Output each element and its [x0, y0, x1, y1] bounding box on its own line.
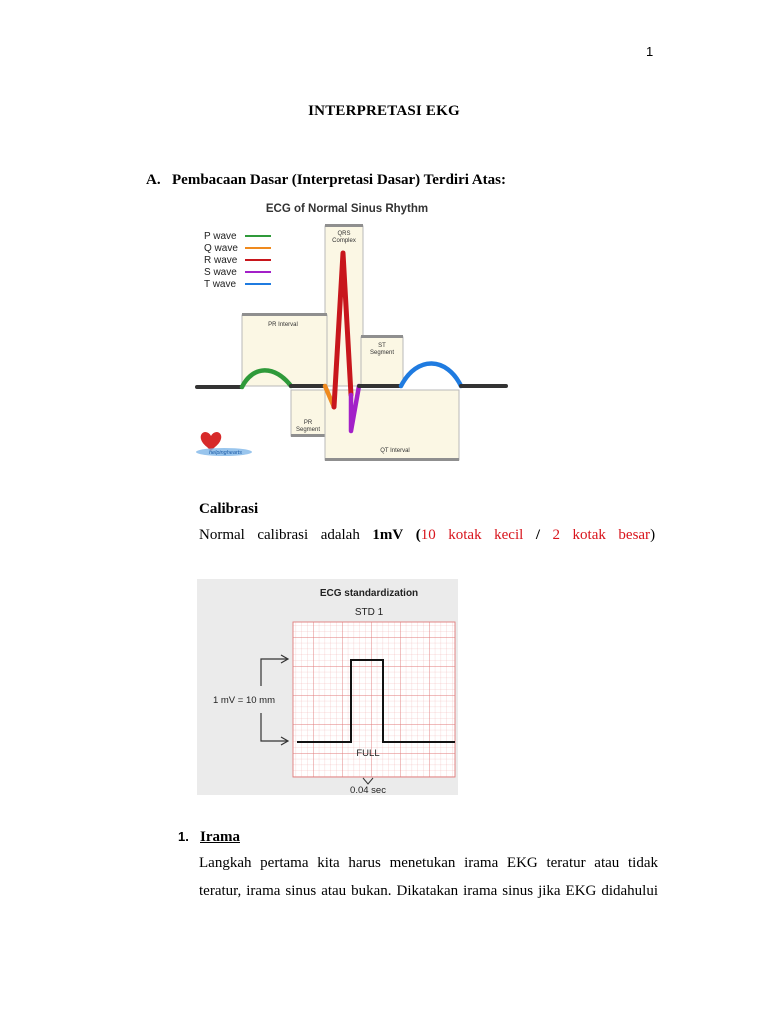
mv-mm-label: 1 mV = 10 mm — [212, 695, 276, 706]
calib-red-word: kotak — [572, 527, 606, 543]
ecg-figure-title: ECG of Normal Sinus Rhythm — [265, 203, 429, 215]
calib-red-word: besar — [618, 527, 651, 543]
pr-segment-line1: PR — [303, 420, 313, 426]
std-lead-label: STD 1 — [354, 607, 384, 618]
section-a-heading — [146, 172, 506, 189]
helpinghearts-logo — [196, 432, 252, 456]
ecg-legend — [204, 231, 271, 290]
paren-close: ) — [650, 527, 656, 543]
calib-red-word: kotak — [448, 527, 482, 543]
calib-paren-group — [416, 527, 436, 543]
legend-t-wave: T wave — [204, 279, 237, 290]
calib-value: 1mV — [372, 527, 404, 543]
calib-word: calibrasi — [257, 527, 309, 543]
qrs-label-line1: QRS — [337, 231, 351, 237]
ecg-standardization-figure — [197, 579, 458, 795]
ecg-normal-sinus-figure — [195, 195, 515, 470]
legend-s-wave: S wave — [204, 267, 237, 278]
t-wave-trace — [401, 363, 461, 386]
irama-heading — [178, 829, 240, 846]
irama-title: Irama — [200, 829, 240, 845]
paren-open: ( — [415, 527, 421, 543]
section-number: A. — [146, 172, 161, 188]
irama-paragraph-line-2: teratur, irama sinus atau bukan. Dikatakan irama sinus jika EKG didahului — [199, 883, 658, 899]
legend-r-wave: R wave — [204, 255, 238, 266]
qt-interval-label: QT Interval — [380, 448, 410, 454]
calib-red-word: kecil — [494, 527, 524, 543]
st-label-line2: Segment — [369, 350, 395, 356]
legend-q-wave: Q wave — [204, 243, 238, 254]
calib-word: Normal — [199, 527, 245, 543]
qrs-label-line2: Complex — [332, 238, 356, 244]
calib-red-word: 2 — [552, 527, 561, 543]
irama-paragraph-line-1: Langkah pertama kita harus menetukan irama EKG teratur atau tidak — [199, 855, 658, 871]
page-number: 1 — [646, 44, 654, 59]
pr-interval-label: PR Interval — [268, 322, 298, 328]
logo-text: helpinghearts — [209, 450, 243, 456]
time-label: 0.04 sec — [350, 785, 386, 795]
calib-paren-close-group — [618, 527, 655, 543]
pr-segment-line2: Segment — [295, 427, 321, 433]
document-title: INTERPRETASI EKG — [308, 103, 460, 119]
calib-word: adalah — [320, 527, 360, 543]
irama-number: 1. — [178, 829, 189, 844]
calib-red-word: 10 — [420, 527, 436, 543]
calibration-heading: Calibrasi — [199, 501, 259, 517]
st-label-line1: ST — [378, 343, 386, 349]
full-label: FULL — [356, 748, 380, 759]
calib-slash: / — [535, 527, 540, 543]
std-figure-title: ECG standardization — [319, 588, 419, 599]
section-heading-text: Pembacaan Dasar (Interpretasi Dasar) Terdiri Atas: — [172, 172, 506, 188]
legend-p-wave: P wave — [204, 231, 237, 242]
calibration-text — [199, 527, 655, 544]
